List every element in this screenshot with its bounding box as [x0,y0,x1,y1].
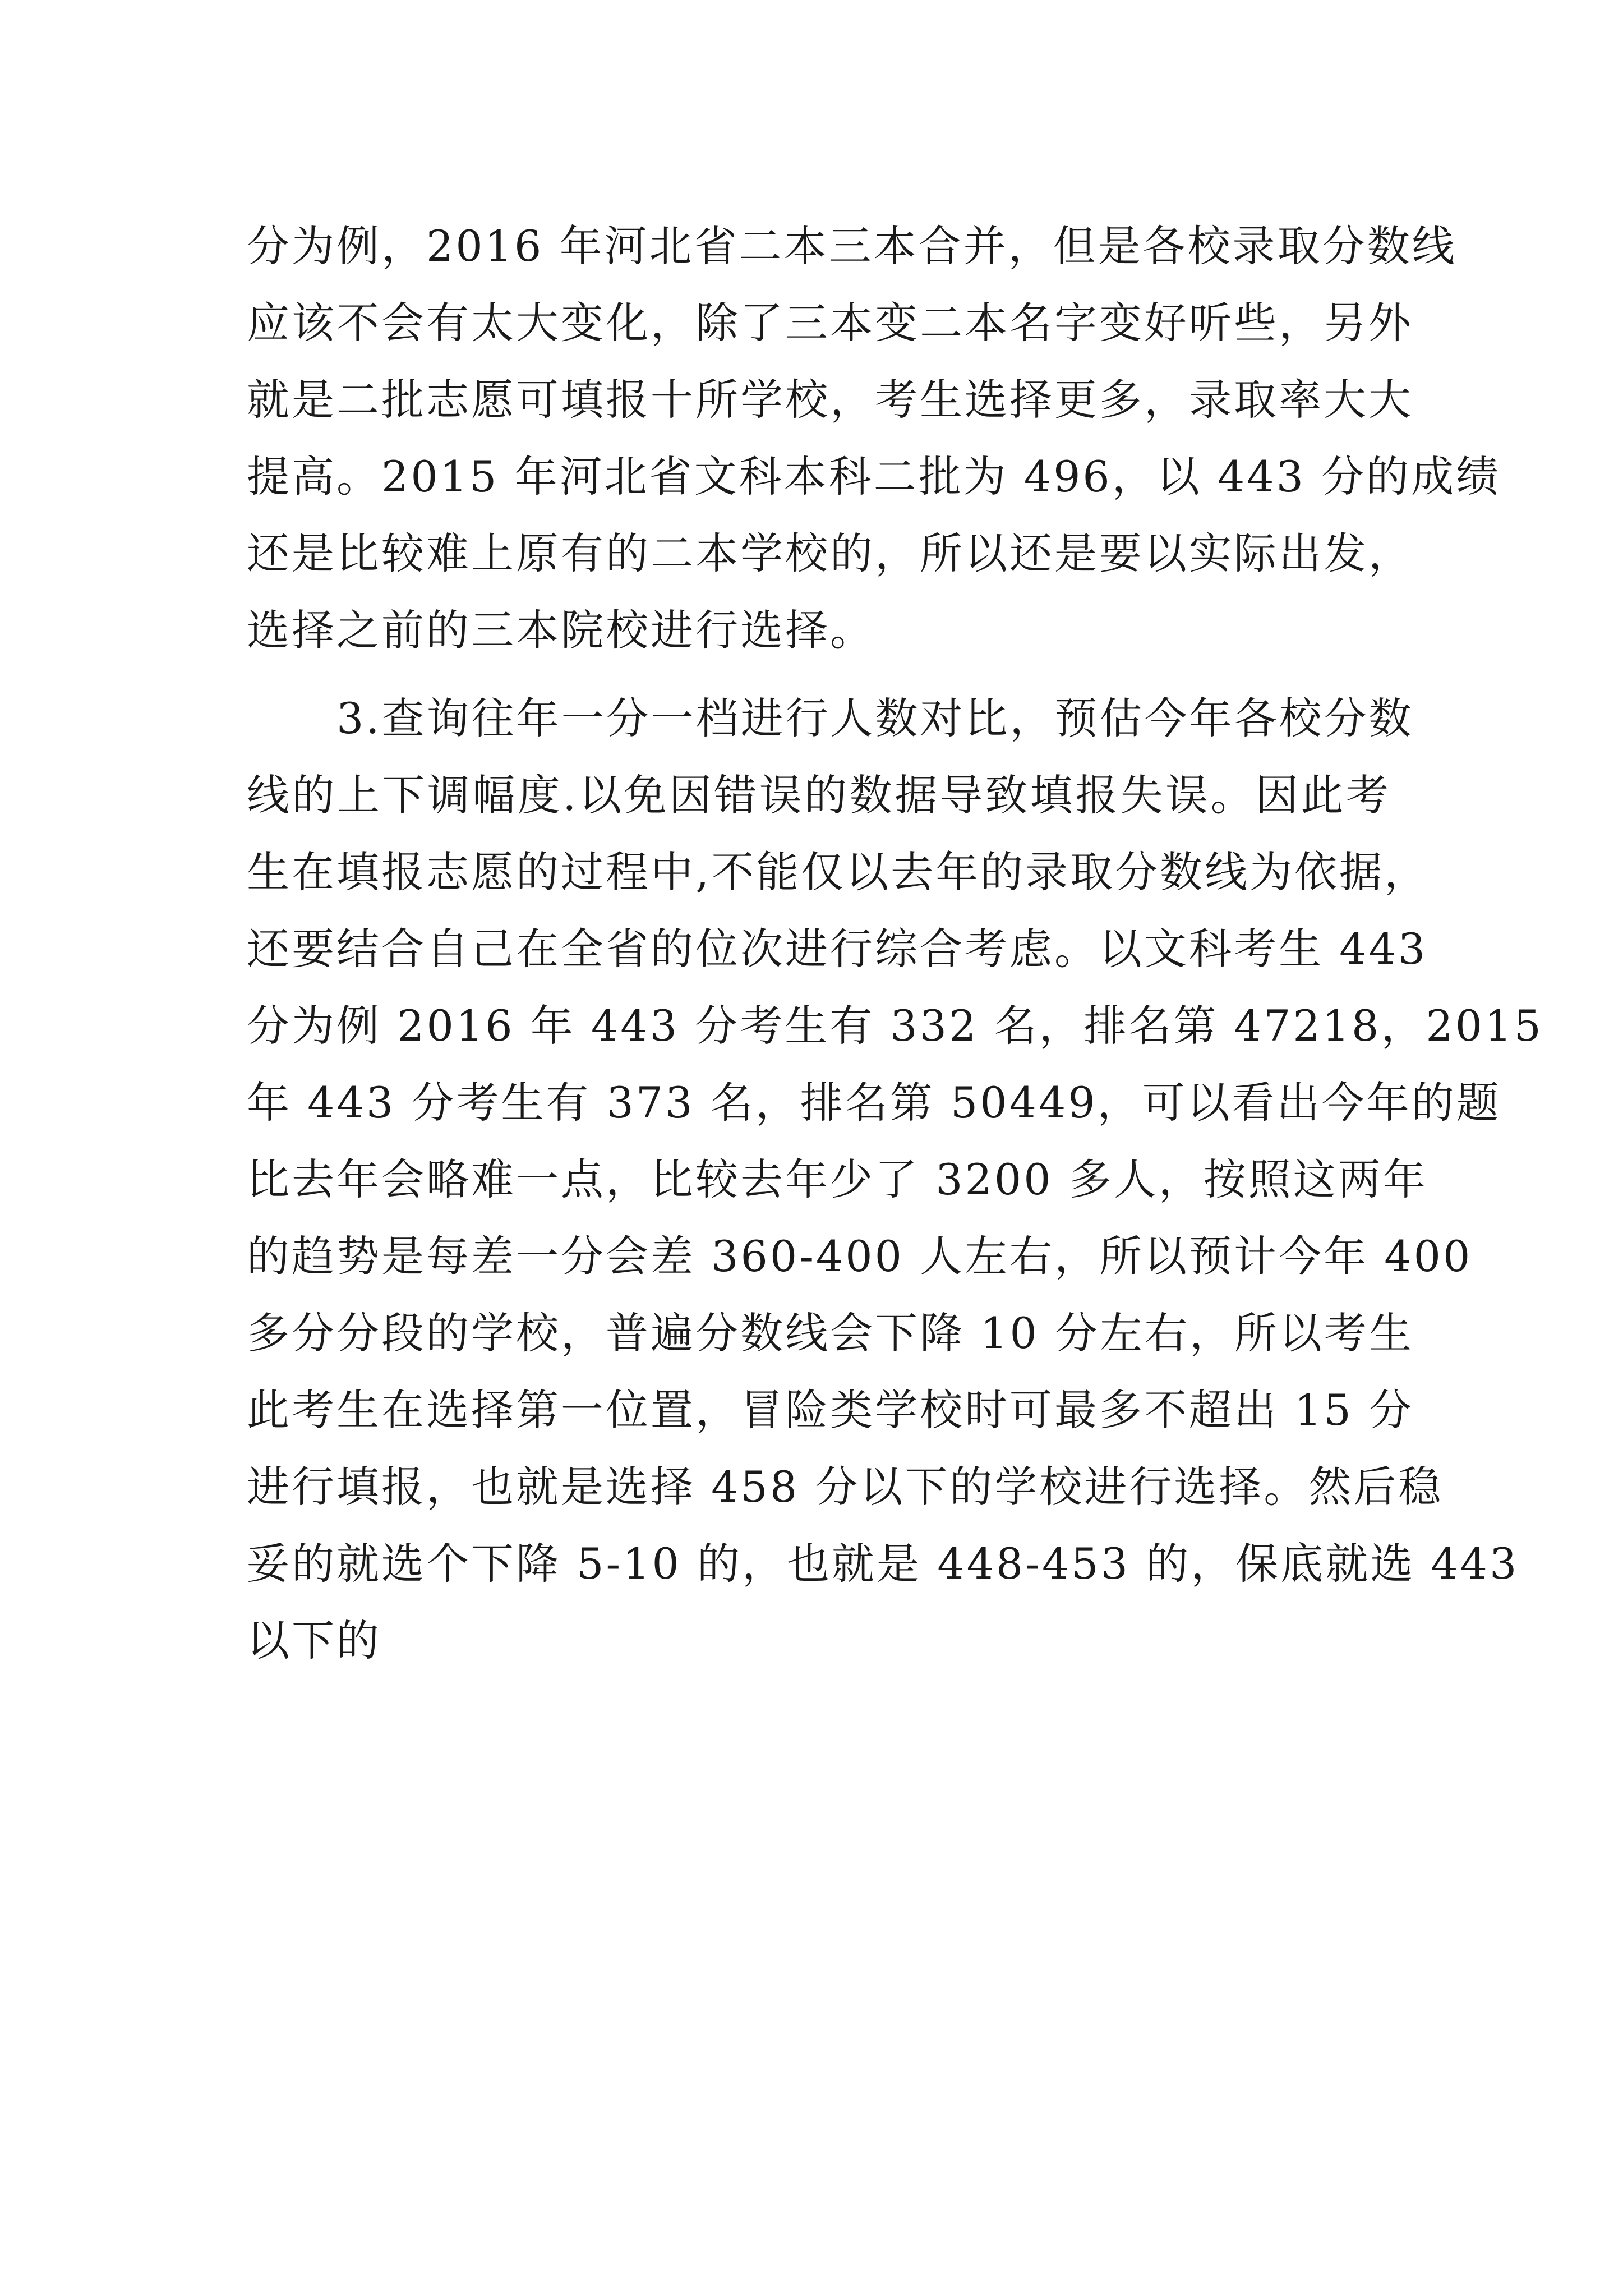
text-line: 年 443 分考生有 373 名，排名第 50449，可以看出今年的题 [247,1078,1501,1128]
text-line: 线的上下调幅度.以免因错误的数据导致填报失误。因此考 [247,770,1391,820]
text-line: 分为例，2016 年河北省二本三本合并，但是各校录取分数线 [247,221,1457,271]
text-line: 的趋势是每差一分会差 360-400 人左右，所以预计今年 400 [247,1231,1473,1281]
text-line: 以下的 [247,1616,381,1665]
text-line: 生在填报志愿的过程中,不能仅以去年的录取分数线为依据， [247,847,1430,897]
text-line: 进行填报，也就是选择 458 分以下的学校进行选择。然后稳 [247,1462,1444,1512]
text-line: 还要结合自己在全省的位次进行综合考虑。以文科考生 443 [247,924,1428,974]
text-line: 妥的就选个下降 5-10 的，也就是 448-453 的，保底就选 443 [247,1539,1519,1589]
text-line: 就是二批志愿可填报十所学校，考生选择更多，录取率大大 [247,375,1413,425]
text-line: 3.查询往年一分一档进行人数对比，预估今年各校分数 [336,693,1414,743]
text-line: 比去年会略难一点，比较去年少了 3200 多人，按照这两年 [247,1154,1428,1204]
text-line: 选择之前的三本院校进行选择。 [247,605,875,655]
text-line: 提高。2015 年河北省文科本科二批为 496，以 443 分的成绩 [247,452,1501,501]
paragraph-1 [247,208,1501,669]
text-line: 此考生在选择第一位置，冒险类学校时可最多不超出 15 分 [247,1385,1414,1435]
text-line: 还是比较难上原有的二本学校的，所以还是要以实际出发， [247,528,1413,578]
paragraph-2 [247,680,1543,1679]
text-line: 应该不会有太大变化，除了三本变二本名字变好听些，另外 [247,298,1413,348]
text-line: 分为例 2016 年 443 分考生有 332 名，排名第 47218，2015 [247,1001,1543,1051]
text-line: 多分分段的学校，普遍分数线会下降 10 分左右，所以考生 [247,1308,1414,1358]
body-text [247,208,1543,1679]
